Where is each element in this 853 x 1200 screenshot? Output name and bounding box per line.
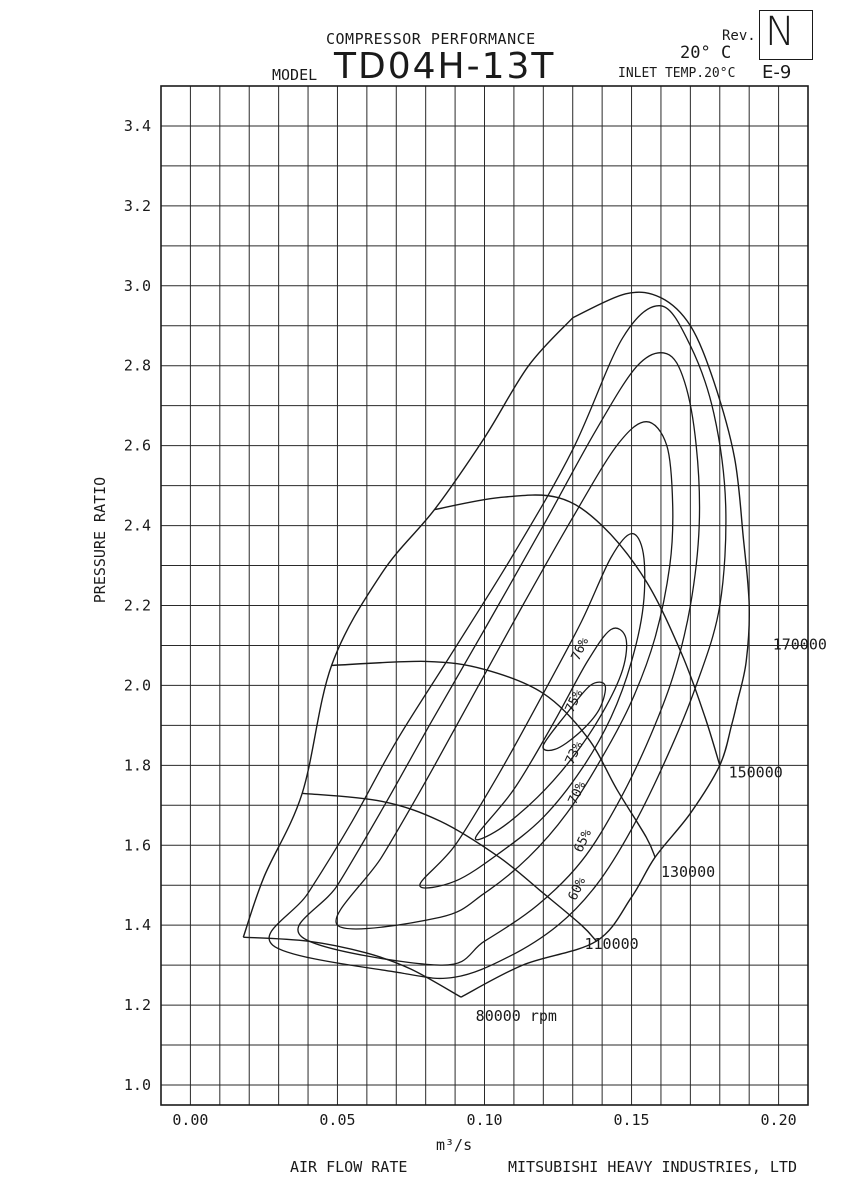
x-tick-label: 0.00: [172, 1111, 209, 1129]
y-tick-label: 1.6: [123, 836, 151, 855]
efficiency-island: [420, 534, 645, 888]
y-tick-label: 2.6: [123, 436, 151, 455]
chart-title: COMPRESSOR PERFORMANCE: [326, 30, 536, 48]
x-tick-label: 0.10: [466, 1111, 503, 1129]
y-tick-label: 1.0: [123, 1076, 151, 1095]
x-axis-title: AIR FLOW RATE: [290, 1158, 408, 1176]
model-label: MODEL: [272, 66, 318, 84]
x-tick-label: 0.15: [613, 1111, 650, 1129]
efficiency-label: 73%: [562, 739, 587, 768]
y-tick-label: 2.2: [123, 596, 151, 615]
speed-label: 130000: [660, 863, 716, 882]
y-tick-label: 3.4: [123, 116, 151, 135]
y-tick-label: 1.8: [123, 756, 151, 775]
document-code: E-9: [762, 62, 792, 83]
model-value: TD04H-13T: [334, 46, 556, 87]
company-name: MITSUBISHI HEAVY INDUSTRIES, LTD: [508, 1158, 797, 1176]
efficiency-label: 60%: [565, 875, 590, 903]
y-axis-title: PRESSURE RATIO: [91, 476, 109, 604]
y-tick-label: 3.0: [123, 276, 151, 295]
rev-value: N: [765, 9, 795, 55]
speed-line: [332, 661, 655, 857]
inlet-temp: INLET TEMP.20°C: [618, 66, 736, 81]
efficiency-label: 75%: [562, 687, 587, 716]
speed-label: 150000: [728, 763, 783, 782]
y-tick-label: 1.2: [123, 996, 151, 1015]
y-tick-label: 2.0: [123, 676, 151, 695]
temperature: 20° C: [680, 43, 732, 63]
efficiency-label: 70%: [565, 779, 590, 807]
curves: [243, 292, 749, 997]
speed-label: 110000: [584, 935, 639, 954]
y-tick-label: 2.4: [123, 516, 151, 535]
x-tick-label: 0.05: [319, 1111, 356, 1129]
efficiency-label: 65%: [571, 827, 596, 855]
efficiency-island: [298, 353, 700, 965]
y-tick-label: 1.4: [123, 916, 151, 935]
speed-line: [243, 937, 461, 997]
x-axis-unit: m³/s: [436, 1136, 473, 1154]
x-tick-label: 0.20: [760, 1111, 797, 1129]
speed-label: 80000 rpm: [475, 1007, 557, 1026]
rev-label: Rev.: [722, 28, 756, 44]
speed-line: [302, 793, 596, 941]
surge-line: [243, 318, 572, 937]
speed-label: 170000: [772, 635, 827, 654]
y-tick-label: 2.8: [123, 356, 151, 375]
grid: [161, 86, 808, 1105]
y-tick-label: 3.2: [123, 196, 151, 215]
efficiency-label: 76%: [568, 635, 593, 664]
